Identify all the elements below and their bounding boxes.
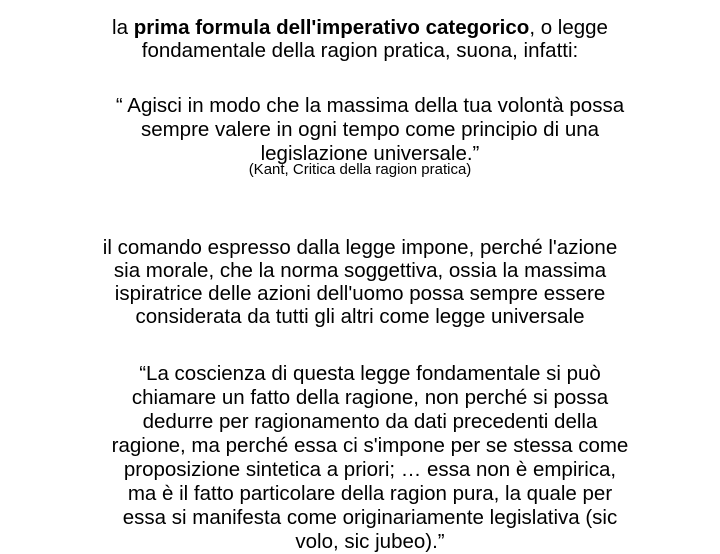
kant-quote: [0, 94, 720, 166]
second-quote-line-5: proposizione sintetica a priori; … essa non è empirica,: [123, 458, 617, 481]
second-quote-line-4: ragione, ma perché essa ci s'impone per se stessa come: [111, 434, 629, 457]
explanation-paragraph: [0, 236, 720, 328]
intro-bold-phrase: prima formula dell'imperativo categorico: [133, 16, 530, 39]
explanation-line-2: sia morale, che la norma soggettiva, ossia la massima: [113, 259, 607, 282]
explanation-line-1: il comando espresso dalla legge impone, perché l'azione: [102, 236, 618, 259]
explanation-line-3: ispiratrice delle azioni dell'uomo possa sempre essere: [114, 282, 606, 305]
kant-quote-line-3: legislazione universale.”: [260, 142, 480, 165]
kant-quote-line-1: “ Agisci in modo che la massima della tua volontà possa: [115, 94, 625, 117]
intro-suffix: , o legge: [529, 16, 608, 39]
intro-line-2: fondamentale della ragion pratica, suona, infatti:: [141, 39, 579, 62]
second-quote-line-8: volo, sic jubeo).”: [295, 530, 445, 553]
intro-prefix: la: [112, 16, 134, 39]
intro-line-1: [0, 16, 720, 39]
citation: (Kant, Critica della ragion pratica): [248, 161, 472, 178]
second-quote: [0, 362, 720, 554]
second-quote-line-1: “La coscienza di questa legge fondamentale si può: [139, 362, 601, 385]
second-quote-line-6: ma è il fatto particolare della ragion pura, la quale per: [127, 482, 613, 505]
kant-quote-line-2: sempre valere in ogni tempo come principio di una: [140, 118, 600, 141]
explanation-line-4: considerata da tutti gli altri come legge universale: [135, 305, 585, 328]
intro-paragraph: [0, 16, 720, 62]
second-quote-line-3: dedurre per ragionamento da dati precedenti della: [142, 410, 598, 433]
second-quote-line-7: essa si manifesta come originariamente legislativa (sic: [122, 506, 618, 529]
second-quote-line-2: chiamare un fatto della ragione, non perché si possa: [131, 386, 609, 409]
